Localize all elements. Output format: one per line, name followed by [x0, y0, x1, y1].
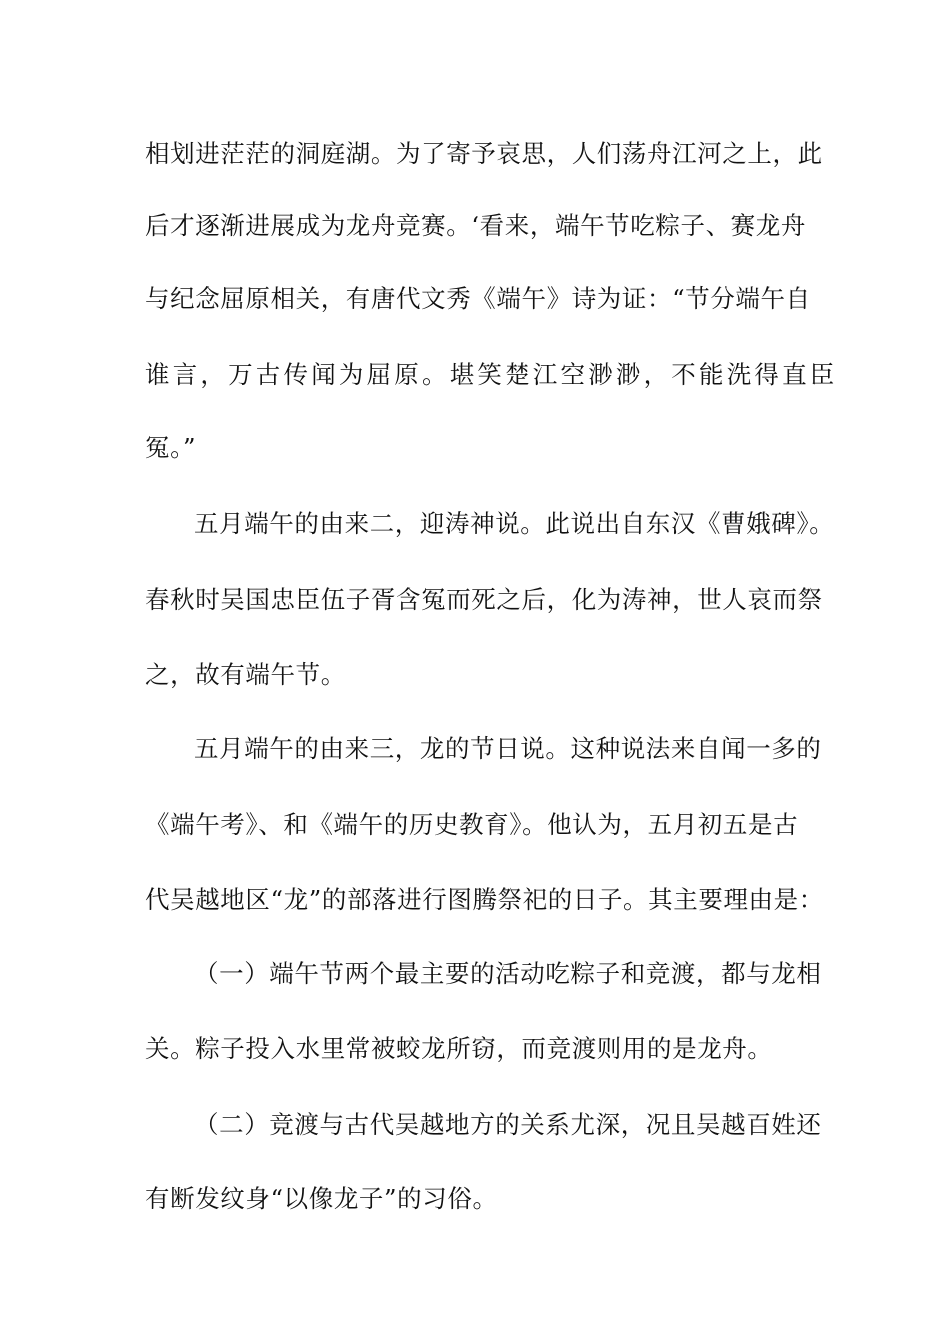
- paragraph-first-line: 五月端午的由来三，龙的节日说。这种说法来自闻一多的: [194, 734, 822, 763]
- text-line: 冤。”: [145, 433, 197, 462]
- paragraph-first-line: 五月端午的由来二，迎涛神说。此说出自东汉《曹娥碑》。: [194, 509, 835, 538]
- list-item-first-line: （二）竞渡与古代吴越地方的关系尤深，况且吴越百姓还: [194, 1110, 822, 1139]
- text-line: 相划进茫茫的洞庭湖。为了寄予哀思，人们荡舟江河之上，此: [145, 139, 823, 168]
- text-line: 后才逐渐进展成为龙舟竞赛。‘看来，端午节吃粽子、赛龙舟: [145, 211, 806, 240]
- list-item-first-line: （一）端午节两个最主要的活动吃粽子和竞渡，都与龙相: [194, 959, 822, 988]
- text-line: 之，故有端午节。: [145, 660, 346, 689]
- text-line: 谁言，万古传闻为屈原。堪笑楚江空渺渺，不能洗得直臣: [145, 360, 838, 389]
- text-line: 代吴越地区“龙”的部落进行图腾祭祀的日子。其主要理由是：: [145, 885, 824, 914]
- text-line: 与纪念屈原相关，有唐代文秀《端午》诗为证：“节分端午自: [145, 284, 811, 313]
- text-line: 有断发纹身“以像龙子”的习俗。: [145, 1184, 498, 1213]
- text-line: 《端午考》、和《端午的历史教育》。他认为，五月初五是古: [145, 810, 799, 839]
- text-line: 关。粽子投入水里常被蛟龙所窃，而竞渡则用的是龙舟。: [145, 1034, 773, 1063]
- text-line: 春秋时吴国忠臣伍子胥含冤而死之后，化为涛神，世人哀而祭: [145, 585, 823, 614]
